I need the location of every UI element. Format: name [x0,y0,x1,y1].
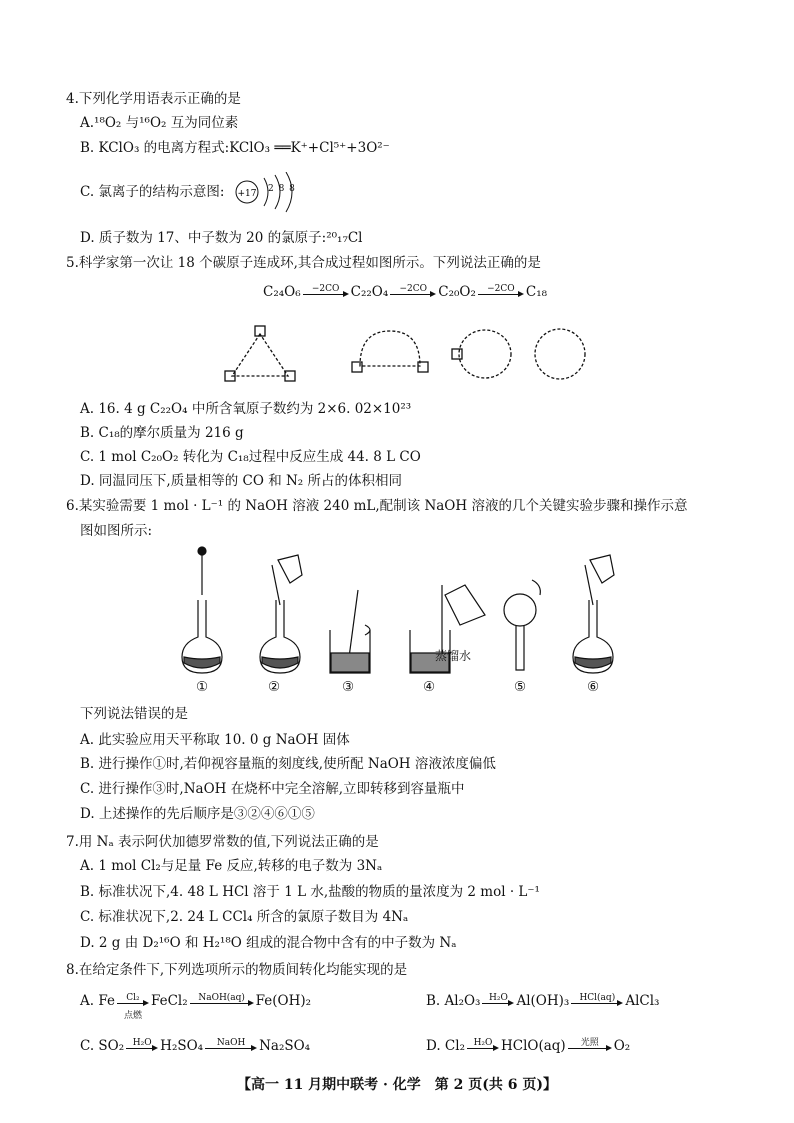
q8-c-end: Na₂SO₄ [259,1038,311,1054]
arrow-icon [482,992,514,1009]
distilled-water-label: 蒸馏水 [435,649,472,663]
q8-b-end: AlCl₃ [625,993,660,1009]
arrow-label: −2CO [487,283,515,294]
step-label-5: ⑤ [514,679,527,695]
c24o6-structure [225,326,295,381]
step1-volumetric-flask [182,547,222,673]
q8-a-start: A. Fe [80,993,115,1009]
q5-option-d: D. 同温同压下,质量相等的 CO 和 N₂ 所占的体积相同 [80,473,403,489]
q7-option-d: D. 2 g 由 D₂¹⁶O 和 H₂¹⁸O 组成的混合物中含有的中子数为 Nₐ [80,935,457,951]
q4-option-d: D. 质子数为 17、中子数为 20 的氯原子:²⁰₁₇Cl [80,230,363,246]
arrow-icon [568,1037,612,1054]
arrow-label-top: NaOH(aq) [198,992,245,1003]
q6-option-b: B. 进行操作①时,若仰视容量瓶的刻度线,使所配 NaOH 溶液浓度偏低 [80,756,496,772]
q5-option-a: A. 16. 4 g C₂₂O₄ 中所含氧原子数约为 2×6. 02×10²³ [80,401,412,417]
c18-structure [535,329,585,379]
step2-volumetric-flask [260,555,302,673]
arrow-icon [478,283,524,300]
arrow-label-top: 光照 [580,1037,599,1048]
chloride-nucleus: +17 [237,189,257,199]
q8-stem: 8.在给定条件下,下列选项所示的物质间转化均能实现的是 [66,962,408,978]
q8-b-start: B. Al₂O₃ [426,993,481,1009]
step-label-4: ④ [423,679,436,695]
arrow-label-top: Cl₂ [126,992,140,1003]
arrow-icon [190,992,254,1009]
step-label-2: ② [268,679,281,695]
arrow-label-bottom: 点燃 [123,1010,142,1021]
arrow-icon [126,1037,158,1054]
q6-stem: 6.某实验需要 1 mol · L⁻¹ 的 NaOH 溶液 240 mL,配制该 NaOH 溶液的几个关键实验步骤和操作示意 [66,498,688,514]
arrow-icon [571,992,623,1009]
q8-option-a [80,992,312,1021]
chain-c24o6: C₂₄O₆ [263,284,301,300]
step-label-1: ① [196,679,209,695]
arrow-icon [303,283,349,300]
arrow-label: −2CO [399,283,428,294]
arrow-icon [205,1037,257,1054]
step3-beaker [330,590,370,673]
q8-option-d [426,1037,630,1055]
step6-volumetric-flask [573,555,614,673]
q6-option-a: A. 此实验应用天平称取 10. 0 g NaOH 固体 [80,732,350,748]
q8-a-end: Fe(OH)₂ [255,993,312,1009]
arrow-icon [390,283,436,300]
q5-reaction-chain [263,283,547,301]
q5-stem: 5.科学家第一次让 18 个碳原子连成环,其合成过程如图所示。下列说法正确的是 [66,255,541,271]
q7-option-c: C. 标准状况下,2. 24 L CCl₄ 所含的氯原子数目为 4Nₐ [80,909,409,925]
q8-c-start: C. SO₂ [80,1038,125,1054]
q6-stem-cont: 图如图所示: [80,523,153,539]
chain-c22o4: C₂₂O₄ [350,284,389,300]
q8-a-mid: FeCl₂ [150,993,188,1009]
chain-c18: C₁₈ [525,284,548,300]
arrow-label: −2CO [311,283,340,294]
q5-option-b: B. C₁₈的摩尔质量为 216 g [80,425,244,441]
q4-option-c: C. 氯离子的结构示意图: [80,184,225,200]
step-label-3: ③ [342,679,355,695]
q8-option-c [80,1037,310,1055]
q6-option-c: C. 进行操作③时,NaOH 在烧杯中完全溶解,立即转移到容量瓶中 [80,781,465,797]
lab-operation-diagrams [180,545,640,695]
chloride-shells: 2 8 8 [268,184,296,194]
q6-sub-stem: 下列说法错误的是 [80,706,188,722]
arrow-label-top: HCl(aq) [579,992,616,1003]
q4-stem: 4.下列化学用语表示正确的是 [66,91,241,107]
q7-stem: 7.用 Nₐ 表示阿伏加德罗常数的值,下列说法正确的是 [66,834,379,850]
q7-option-b: B. 标准状况下,4. 48 L HCl 溶于 1 L 水,盐酸的物质的量浓度为 2 mol · L⁻¹ [80,884,540,900]
q4-option-a: A.¹⁸O₂ 与¹⁶O₂ 互为同位素 [80,115,239,131]
q8-option-b [426,992,659,1010]
arrow-label-top: H₂O [489,992,508,1003]
q8-d-end: O₂ [613,1038,631,1054]
q8-d-mid: HClO(aq) [500,1038,566,1054]
step-label-6: ⑥ [587,679,600,695]
arrow-icon [467,1037,499,1054]
q8-d-start: D. Cl₂ [426,1038,465,1054]
page-footer: 【高一 11 月期中联考 · 化学 第 2 页(共 6 页)】 [236,1077,558,1093]
carbon-ring-structures [220,316,600,396]
q4-option-b: B. KClO₃ 的电离方程式:KClO₃ ══K⁺+Cl⁵⁺+3O²⁻ [80,140,390,156]
step5-flask-invert [504,580,540,670]
arrow-label-top: H₂O [132,1037,152,1048]
arrow-label-top: H₂O [473,1037,493,1048]
q7-option-a: A. 1 mol Cl₂与足量 Fe 反应,转移的电子数为 3Nₐ [80,858,383,874]
q6-option-d: D. 上述操作的先后顺序是③②④⑥①⑤ [80,806,315,822]
chain-c20o2: C₂₀O₂ [438,284,476,300]
q8-c-mid: H₂SO₄ [160,1038,204,1054]
c22o4-structure [352,331,428,372]
q5-option-c: C. 1 mol C₂₀O₂ 转化为 C₁₈过程中反应生成 44. 8 L CO [80,449,421,465]
c20o2-structure [452,330,511,378]
q8-b-mid: Al(OH)₃ [516,993,570,1009]
arrow-icon [117,992,149,1021]
arrow-label-top: NaOH [216,1037,246,1048]
